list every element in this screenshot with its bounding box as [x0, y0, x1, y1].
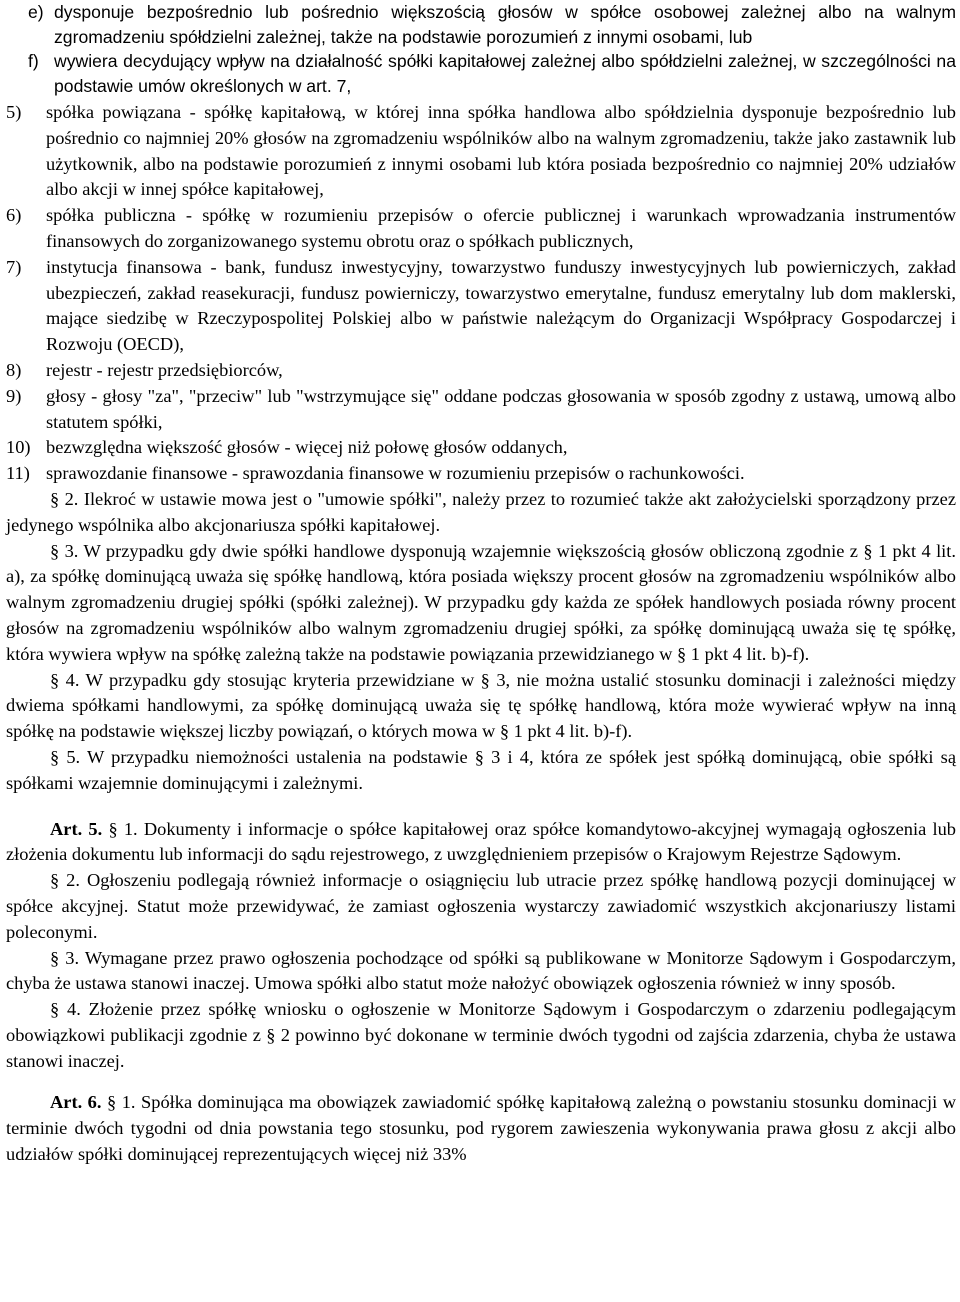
- list-item-number: 11): [6, 463, 30, 484]
- list-item-number: f): [28, 51, 39, 71]
- list-item-number: 10): [6, 437, 31, 458]
- article-heading: Art. 5.: [50, 818, 103, 839]
- list-item-text: bezwzględna większość głosów - więcej niż połowę głosów oddanych,: [46, 437, 568, 458]
- list-item-text: wywiera decydujący wpływ na działalność spółki kapitałowej zależnej albo spółdzielni zależnej, w szczególności na podstawie umów określonych w art. 7,: [54, 51, 956, 96]
- list-item-text: rejestr - rejestr przedsiębiorców,: [46, 359, 283, 380]
- list-item-text: dysponuje bezpośrednio lub pośrednio większością głosów w spółce osobowej zależnej albo na walnym zgromadzeniu spółdzielni zależnej, także na podstawie porozumień z innymi osobami, lub: [54, 2, 956, 47]
- list-item: [6, 384, 956, 436]
- list-item: [6, 255, 956, 358]
- list-item: [6, 358, 956, 384]
- list-item-text: sprawozdanie finansowe - sprawozdania finansowe w rozumieniu przepisów o rachunkowości.: [46, 463, 745, 484]
- list-item: [6, 461, 956, 487]
- list-item-e: [28, 0, 956, 49]
- article-5-first-paragraph: [6, 817, 956, 869]
- list-item-f: [28, 49, 956, 98]
- list-item: [6, 100, 956, 203]
- list-item-number: 5): [6, 102, 22, 122]
- list-item-number: 6): [6, 205, 22, 226]
- section-paragraph: § 4. W przypadku gdy stosując kryteria przewidziane w § 3, nie można ustalić stosunku dominacji i zależności między dwiema spółkami handlowymi, za spółkę dominującą uważa się tę spółkę handlową, która może wywierać wpływ na inną spółkę na podstawie większej liczby powiązań, o których mowa w § 1 pkt 4 lit. b)-f).: [6, 669, 956, 742]
- spacer: [6, 1074, 956, 1090]
- section-paragraph: § 2. Ogłoszeniu podlegają również informacje o osiągnięciu lub utracie przez spółkę handlową pozycji dominującej w spółce akcyjnej. Statut może przewidywać, że zamiast ogłoszenia wystarczy zawiadomić wszystkich akcjonariuszy listami poleconymi.: [6, 870, 956, 942]
- definitions-list: [6, 100, 956, 1168]
- section-paragraph: § 5. W przypadku niemożności ustalenia na podstawie § 3 i 4, która ze spółek jest spółką dominującą, obie spółki są spółkami wzajemnie dominującymi i zależnymi.: [6, 746, 956, 793]
- article-text: § 1. Dokumenty i informacje o spółce kapitałowej oraz spółce komandytowo-akcyjnej wymagają ogłoszenia lub złożenia dokumentu lub informacji do sądu rejestrowego, z uwzględnieniem przepisów o Krajowym Rejestrze Sądowym.: [6, 818, 956, 865]
- section-paragraph: § 3. Wymagane przez prawo ogłoszenia pochodzące od spółki są publikowane w Monitorze Sądowym i Gospodarczym, chyba że ustawa stanowi inaczej. Umowa spółki albo statut może nałożyć obowiązek ogłoszenia również w inny sposób.: [6, 947, 956, 994]
- article-text: § 1. Spółka dominująca ma obowiązek zawiadomić spółkę kapitałową zależną o powstaniu stosunku dominacji w terminie dwóch tygodni od dnia powstania tego stosunku, pod rygorem zawieszenia wykonywania prawa głosu z akcji albo udziałów spółki dominującej reprezentujących więcej niż 33%: [6, 1092, 956, 1165]
- list-top: [6, 0, 956, 98]
- list-item: [6, 203, 956, 255]
- article-heading: Art. 6.: [50, 1092, 102, 1113]
- section-paragraph: § 2. Ilekroć w ustawie mowa jest o "umowie spółki", należy przez to rozumieć także akt założycielski sporządzony przez jedynego wspólnika albo akcjonariusza spółki kapitałowej.: [6, 488, 956, 535]
- document-page: [6, 0, 956, 1168]
- list-item-text: głosy - głosy "za", "przeciw" lub "wstrzymujące się" oddane podczas głosowania w sposób zgodny z ustawą, umową albo statutem spółki,: [46, 385, 956, 432]
- list-item-number: 7): [6, 256, 22, 277]
- list-item: [6, 435, 956, 461]
- section-paragraph: § 3. W przypadku gdy dwie spółki handlowe dysponują wzajemnie większością głosów obliczoną zgodnie z § 1 pkt 4 lit. a), za spółkę dominującą uważa się spółkę handlową, która posiada większy procent głosów na zgromadzeniu wspólników albo walnym zgromadzeniu drugiej spółki (spółki zależnej). W przypadku gdy każda ze spółek handlowych posiada równy procent głosów na zgromadzeniu wspólników albo walnym zgromadzeniu drugiej spółki, za spółkę dominującą uważa się tę spółkę, która wywiera wpływ na spółkę zależną także na podstawie powiązania przewidzianego w § 1 pkt 4 lit. b)-f).: [6, 540, 956, 664]
- list-item-text: spółka publiczna - spółkę w rozumieniu przepisów o ofercie publicznej i warunkach wprowadzania instrumentów finansowych do zorganizowanego systemu obrotu oraz o spółkach publicznych,: [46, 205, 956, 251]
- section-paragraph: § 4. Złożenie przez spółkę wniosku o ogłoszenie w Monitorze Sądowym i Gospodarczym o zdarzeniu podlegającym obowiązkowi publikacji zgodnie z § 2 powinno być dokonane w terminie dwóch tygodni od zajścia zdarzenia, chyba że ustawa stanowi inaczej.: [6, 999, 956, 1071]
- list-item-number: 9): [6, 385, 22, 406]
- list-item-number: 8): [6, 359, 22, 380]
- list-item-number: e): [28, 2, 44, 22]
- article-6-first-paragraph: [6, 1090, 956, 1167]
- list-item-text: instytucja finansowa - bank, fundusz inwestycyjny, towarzystwo funduszy inwestycyjnych lub powierniczych, zakład ubezpieczeń, zakład reasekuracji, fundusz powierniczy, towarzystwo emerytalne, fundusz emerytalny lub dom maklerski, mające siedzibę w Rzeczypospolitej Polskiej albo w państwie należącym do Organizacji Współpracy Gospodarczej i Rozwoju (OECD),: [46, 256, 956, 355]
- spacer: [6, 797, 956, 817]
- list-item-text: spółka powiązana - spółkę kapitałową, w której inna spółka handlowa albo spółdzielnia dysponuje bezpośrednio lub pośrednio co najmniej 20% głosów na zgromadzeniu wspólników albo na walnym zgromadzeniu, także jako zastawnik lub użytkownik, albo na podstawie porozumień z innymi osobami lub która posiada bezpośrednio co najmniej 20% udziałów albo akcji w innej spółce kapitałowej,: [46, 102, 956, 200]
